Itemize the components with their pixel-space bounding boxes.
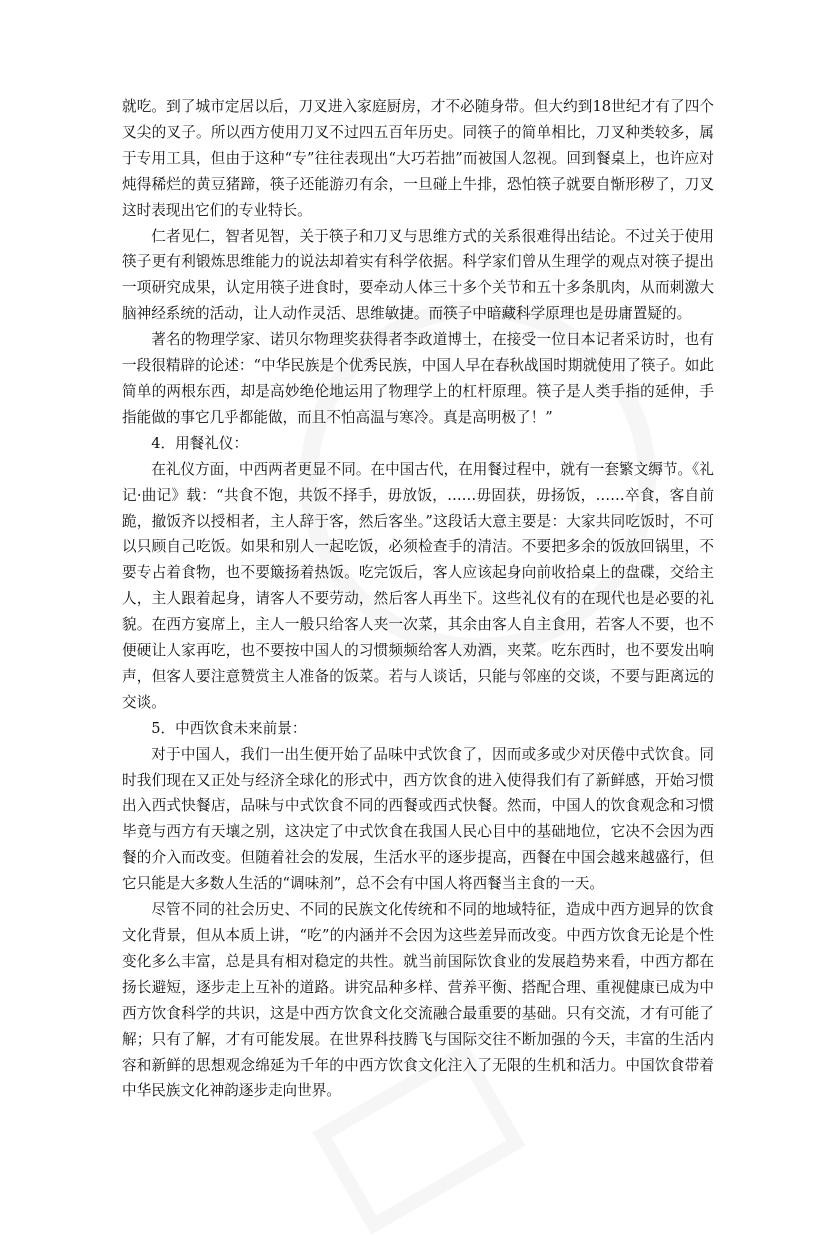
paragraph-future-1: 对于中国人，我们一出生便开始了品味中式饮食了，因而或多或少对厌倦中式饮食。同时我们现在又正处与经济全球化的形式中，西方饮食的进入使得我们有了新鲜感，开始习惯出入西式快餐店，品味与中式饮食不同的西餐或西式快餐。然而，中国人的饮食观念和习惯毕竟与西方有天壤之别，这决定了中式饮食在我国人民心目中的基础地位，它决不会因为西餐的介入而改变。但随着社会的发展，生活水平的逐步提高，西餐在中国会越来越盛行，但它只能是大多数人生活的“调味剂”，总不会有中国人将西餐当主食的一天。 (122, 745, 714, 893)
paragraph-future-2: 尽管不同的社会历史、不同的民族文化传统和不同的地域特征，造成中西方迥异的饮食文化背景，但从本质上讲，“吃”的内涵并不会因为这些差异而改变。中西方饮食无论是个性变化多么丰富，总是具有相对稳定的共性。就当前国际饮食业的发展趋势来看，中西方都在扬长避短，逐步走上互补的道路。讲究品种多样、营养平衡、搭配合理、重视健康已成为中西方饮食科学的共识，这是中西方饮食文化交流融合最重要的基础。只有交流，才有可能了解；只有了解，才有可能发展。在世界科技腾飞与国际交往不断加强的今天，丰富的生活内容和新鲜的思想观念绵延为千年的中西方饮食文化注入了无限的生机和活力。中国饮食带着中华民族文化神韵逐步走向世界。 (122, 901, 714, 1100)
paragraph-etiquette: 在礼仪方面，中西两者更显不同。在中国古代，在用餐过程中，就有一套繁文缛节。《礼记·曲记》载：“共食不饱，共饭不择手，毋放饭，……毋固获，毋扬饭，……卒食，客自前跪，撤饭齐以授相者，主人辞于客，然后客坐。”这段话大意主要是：大家共同吃饭时，不可以只顾自己吃饭。如果和别人一起吃饭，必须检查手的清洁。不要把多余的饭放回锅里，不要专占着食物，也不要簸扬着热饭。吃完饭后，客人应该起身向前收拾桌上的盘碟，交给主人，主人跟着起身，请客人不要劳动，然后客人再坐下。这些礼仪有的在现代也是必要的礼貌。在西方宴席上，主人一般只给客人夹一次菜，其余由客人自主食用，若客人不要，也不便硬让人家再吃，也不要按中国人的习惯频频给客人劝酒，夹菜。吃东西时，也不要发出响声，但客人要注意赞赏主人准备的饭菜。若与人谈话，只能与邻座的交谈，不要与距离远的交谈。 (122, 460, 714, 711)
paragraph-li-zhengdao-quote: 著名的物理学家、诺贝尔物理奖获得者李政道博士，在接受一位日本记者采访时，也有一段很精辟的论述：“中华民族是个优秀民族，中国人早在春秋战国时期就使用了筷子。如此简单的两根东西，却是高妙绝伦地运用了物理学上的杠杆原理。筷子是人类手指的延伸，手指能做的事它几乎都能做，而且不怕高温与寒冷。真是高明极了！” (122, 331, 714, 426)
section-heading-future-prospects: 5．中西饮食未来前景： (151, 719, 307, 737)
document-body (122, 94, 714, 1104)
section-heading-dining-etiquette: 4．用餐礼仪： (151, 434, 249, 452)
paragraph-thinking-methods: 仁者见仁，智者见智，关于筷子和刀叉与思维方式的关系很难得出结论。不过关于使用筷子更有利锻炼思维能力的说法却着实有科学依据。科学家们曾从生理学的观点对筷子提出一项研究成果，认定用筷子进食时，要牵动人体三十多个关节和五十多条肌肉，从而刺激大脑神经系统的活动，让人动作灵活、思维敏捷。而筷子中暗藏科学原理也是毋庸置疑的。 (122, 227, 714, 323)
paragraph-chopsticks-vs-forks: 就吃。到了城市定居以后，刀叉进入家庭厨房，才不必随身带。但大约到18世纪才有了四个叉尖的叉子。所以西方使用刀叉不过四五百年历史。同筷子的简单相比，刀叉种类较多，属于专用工具，但由于这种“专”往往表现出“大巧若拙”而被国人忽视。回到餐桌上，也许应对炖得稀烂的黄豆猪蹄，筷子还能游刃有余，一旦碰上牛排，恐怕筷子就要自惭形秽了，刀叉这时表现出它们的专业特长。 (122, 98, 714, 219)
